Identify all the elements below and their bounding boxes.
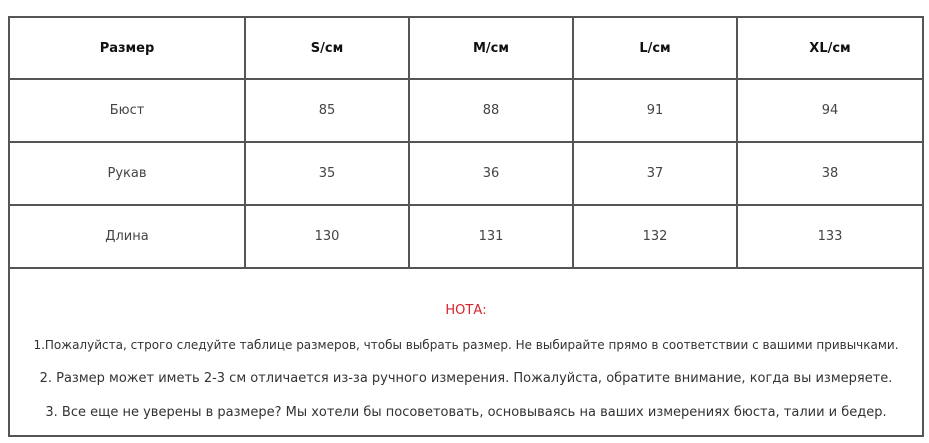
row-label-length: Длина <box>9 205 245 268</box>
note-line-2: 2. Размер может иметь 2-3 см отличается из-за ручного измерения. Пожалуйста, обратите внимание, когда вы измеряете. <box>39 370 893 386</box>
row-label-sleeve: Рукав <box>9 142 245 205</box>
note-line-1: 1.Пожалуйста, строго следуйте таблице размеров, чтобы выбрать размер. Не выбирайте прямо в соответствии с вашими привычками. <box>33 337 899 352</box>
table-row <box>9 142 923 205</box>
note-title: НОТА: <box>445 302 487 318</box>
table-cell: 37 <box>573 142 737 205</box>
size-chart-table <box>8 16 924 437</box>
header-s: S/см <box>245 17 409 79</box>
table-cell: 133 <box>737 205 923 268</box>
notes-cell <box>9 268 923 436</box>
table-row <box>9 79 923 142</box>
table-cell: 132 <box>573 205 737 268</box>
table-cell: 130 <box>245 205 409 268</box>
table-cell: 35 <box>245 142 409 205</box>
table-cell: 88 <box>409 79 573 142</box>
table-cell: 94 <box>737 79 923 142</box>
notes-block <box>10 282 922 423</box>
table-cell: 38 <box>737 142 923 205</box>
table-cell: 131 <box>409 205 573 268</box>
header-row <box>9 17 923 79</box>
table-cell: 36 <box>409 142 573 205</box>
table-row <box>9 205 923 268</box>
header-l: L/см <box>573 17 737 79</box>
table-cell: 85 <box>245 79 409 142</box>
row-label-bust: Бюст <box>9 79 245 142</box>
note-line-3: 3. Все еще не уверены в размере? Мы хотели бы посоветовать, основываясь на ваших измерениях бюста, талии и бедер. <box>45 404 887 420</box>
table-cell: 91 <box>573 79 737 142</box>
notes-row <box>9 268 923 436</box>
header-size: Размер <box>9 17 245 79</box>
header-xl: XL/см <box>737 17 923 79</box>
header-m: M/см <box>409 17 573 79</box>
